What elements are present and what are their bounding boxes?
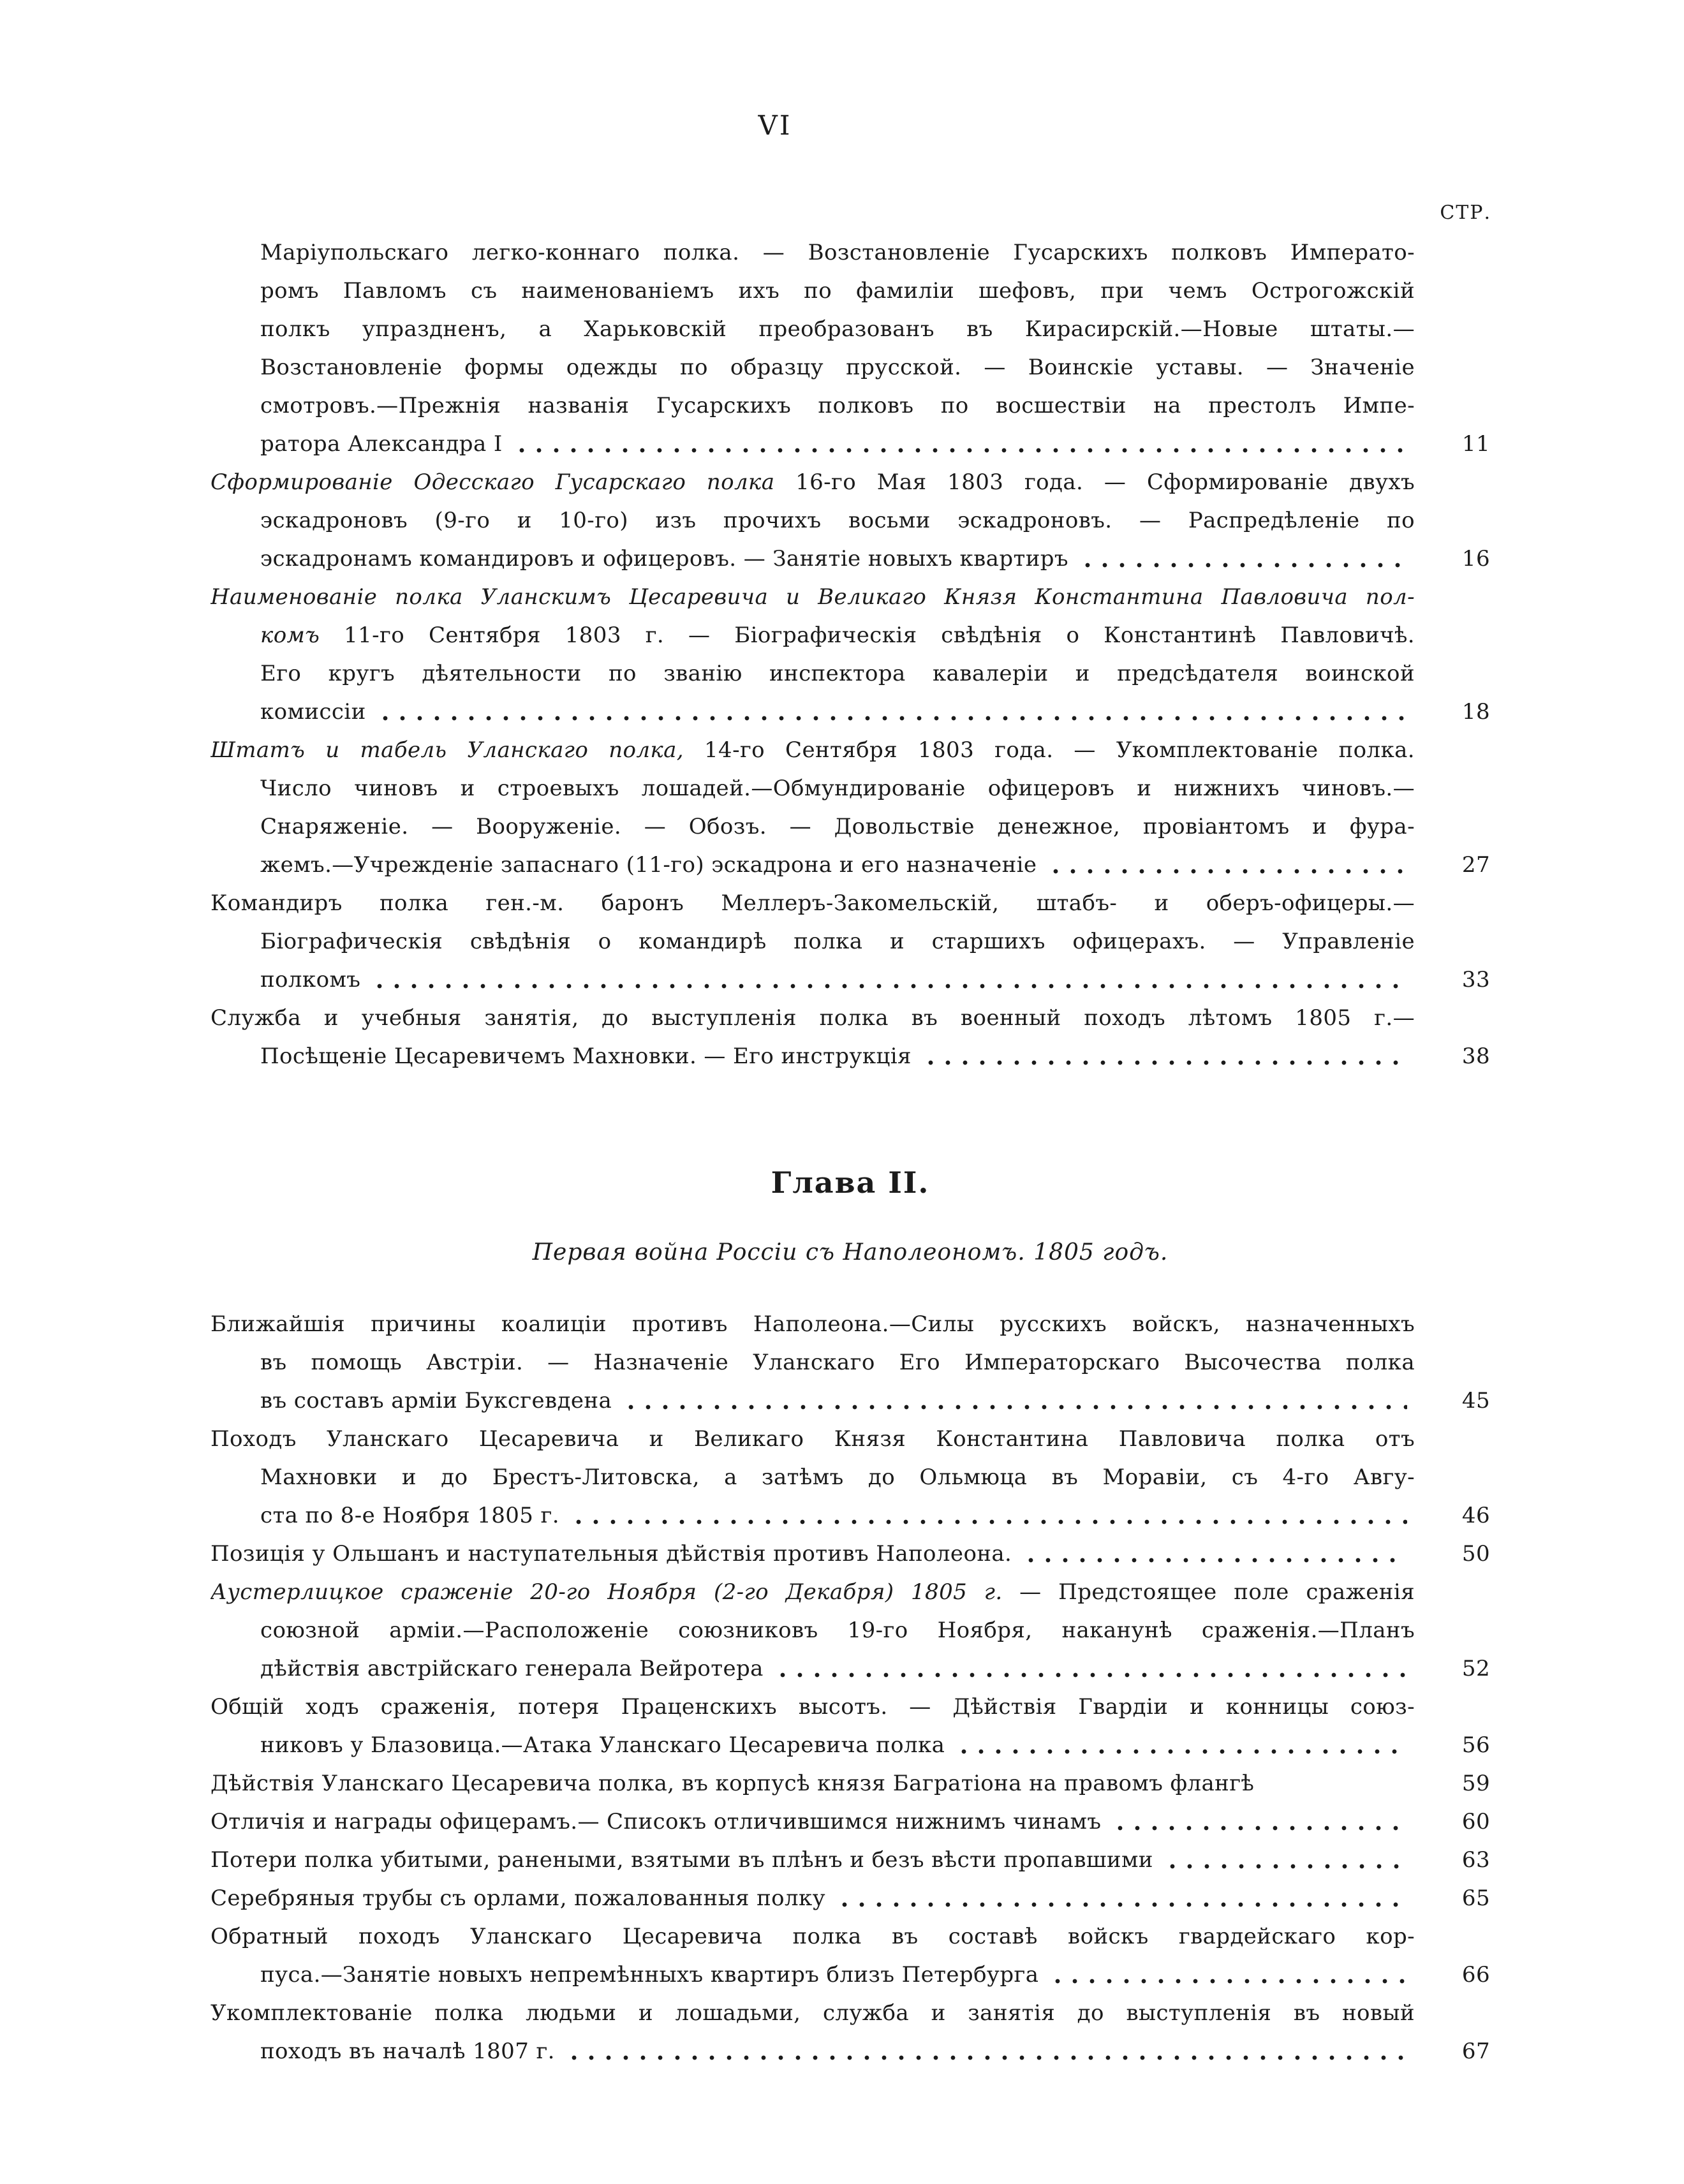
page-number: 60 [1461,1809,1490,1834]
page-number: 66 [1461,1962,1490,1988]
toc-line [211,1764,1490,1803]
dot-leader [576,1519,1407,1524]
dot-leader [383,716,1407,721]
page-number: 33 [1461,967,1490,992]
toc-line [211,463,1490,501]
toc-line [211,616,1490,654]
toc-line-text: комиссіи [260,699,366,725]
toc-line [211,1726,1490,1764]
toc-line [211,1917,1490,1956]
page-number: 18 [1461,699,1490,725]
toc-entry [211,233,1490,463]
toc-line [211,1535,1490,1573]
toc-line [211,2032,1490,2070]
toc-line-text: Командиръ полка ген.-м. баронъ Меллеръ-Закомельскій, штабъ- и оберъ-офицеры.— [211,890,1415,916]
toc-line-text: ромъ Павломъ съ наименованіемъ ихъ по фамиліи шефовъ, при чемъ Острогожскій [260,278,1415,304]
dot-leader [377,984,1407,989]
toc-entry [211,1688,1490,1764]
toc-line [211,654,1490,693]
toc-line [211,1879,1490,1917]
toc-line-text: Число чиновъ и строевыхъ лошадей.—Обмундированіе офицеровъ и нижнихъ чиновъ.— [260,776,1415,801]
toc-line [211,731,1490,769]
dot-leader [928,1060,1407,1065]
toc-line-text: Его кругъ дѣятельности по званію инспектора кавалеріи и предсѣдателя воинской [260,661,1415,686]
toc-line [211,884,1490,922]
toc-line [211,272,1490,310]
page-number: 50 [1461,1541,1490,1567]
toc-line [211,1382,1490,1420]
page-number: 65 [1461,1885,1490,1911]
toc-line [211,769,1490,808]
chapter-heading: Глава II. [771,1165,930,1200]
toc-entry [211,1420,1490,1535]
toc-line-text: Серебряныя трубы съ орлами, пожалованныя полку [211,1885,826,1911]
dot-leader [780,1672,1407,1678]
toc-line [211,501,1490,540]
dot-leader [1028,1558,1407,1563]
toc-line-text: въ составъ арміи Буксгевдена [260,1388,612,1413]
toc-line-text: никовъ у Блазовица.—Атака Уланскаго Цесаревича полка [260,1732,945,1758]
toc-line-text: походъ въ началѣ 1807 г. [260,2039,555,2064]
page-number: 63 [1461,1847,1490,1873]
toc-line-text: эскадроновъ (9-го и 10-го) изъ прочихъ восьми эскадроновъ. — Распредѣленіе по [260,508,1415,533]
page-number: 59 [1461,1771,1490,1796]
page-number: 38 [1461,1044,1490,1069]
dot-leader [1118,1826,1407,1831]
toc-line [211,1458,1490,1496]
toc-line [211,1994,1490,2032]
toc-line [211,808,1490,846]
toc-entry [211,1994,1490,2070]
dot-leader [961,1749,1407,1754]
toc-line-text: Дѣйствія Уланскаго Цесаревича полка, въ корпусѣ князя Багратіона на правомъ флангѣ [211,1771,1255,1796]
dot-leader [1085,563,1407,568]
toc-line [211,387,1490,425]
toc-line [211,922,1490,961]
toc-line-text: Посѣщеніе Цесаревичемъ Махновки. — Его инструкція [260,1044,912,1069]
toc-line-text: Позиція у Ольшанъ и наступательныя дѣйствія противъ Наполеона. [211,1541,1012,1567]
toc-line-text: полкомъ [260,967,361,992]
leader-gap [1254,1764,1429,1803]
page-number: 52 [1461,1656,1490,1681]
toc-line [211,233,1490,272]
toc-line-text: ста по 8-е Ноября 1805 г. [260,1503,559,1528]
toc-line-text: Аустерлицкое сраженіе 20-го Ноября (2-го Декабря) 1805 г. — Предстоящее поле сраженія [211,1579,1415,1605]
page-number: 45 [1461,1388,1490,1413]
dot-leader [572,2055,1407,2060]
toc-line [211,1841,1490,1879]
toc-entry [211,999,1490,1075]
toc-chapter2-entries [211,1305,1490,2070]
toc-entry [211,1879,1490,1917]
toc-line-text: смотровъ.—Прежнія названія Гусарскихъ полковъ по восшествіи на престолъ Импе- [260,393,1415,418]
toc-line [211,1956,1490,1994]
toc-chapter1-entries [211,233,1490,1075]
toc-line-text: комъ 11-го Сентября 1803 г. — Біографическія свѣдѣнія о Константинѣ Павловичѣ. [260,623,1415,648]
toc-line [211,310,1490,348]
toc-line-text: Сформированіе Одесскаго Гусарскаго полка 16-го Мая 1803 года. — Сформированіе двухъ [211,469,1415,495]
dot-leader [1170,1864,1407,1869]
toc-line [211,1611,1490,1649]
toc-line-text: ратора Александра I [260,431,503,457]
page-number: 16 [1461,546,1490,572]
toc-line [211,1343,1490,1382]
toc-line-text: Штатъ и табель Уланскаго полка, 14-го Сентября 1803 года. — Укомплектованіе полка. [211,737,1415,763]
toc-line [211,1420,1490,1458]
toc-line-text: Махновки и до Брестъ-Литовска, а затѣмъ до Ольмюца въ Моравіи, съ 4-го Авгу- [260,1465,1415,1490]
dot-leader [842,1902,1407,1907]
toc-entry [211,1305,1490,1420]
toc-line [211,1688,1490,1726]
toc-line-text: Укомплектованіе полка людьми и лошадьми, служба и занятія до выступленія въ новый [211,2000,1415,2026]
toc-line-text: Возстановленіе формы одежды по образцу прусской. — Воинскіе уставы. — Значеніе [260,355,1415,380]
table-of-contents [211,233,1490,2070]
toc-line-text: Снаряженіе. — Вооруженіе. — Обозъ. — Довольствіе денежное, провіантомъ и фура- [260,814,1415,839]
chapter-subtitle: Первая война Россіи съ Наполеономъ. 1805 годъ. [532,1239,1169,1265]
page-number-column-header: СТР. [1440,202,1491,224]
toc-line [211,1496,1490,1535]
page-number: 27 [1461,852,1490,878]
toc-line-text: Общій ходъ сраженія, потеря Праценскихъ высотъ. — Дѣйствія Гвардіи и конницы союз- [211,1694,1415,1720]
dot-leader [1055,1979,1407,1984]
toc-line-text: Ближайшія причины коалиціи противъ Наполеона.—Силы русскихъ войскъ, назначенныхъ [211,1311,1415,1337]
toc-line-text: Біографическія свѣдѣнія о командирѣ полка и старшихъ офицерахъ. — Управленіе [260,929,1415,954]
toc-entry [211,463,1490,578]
toc-line [211,961,1490,999]
toc-entry [211,1573,1490,1688]
page-folio: VI [758,110,792,141]
toc-line-text: эскадронамъ командировъ и офицеровъ. — Занятіе новыхъ квартиръ [260,546,1068,572]
toc-line-text: дѣйствія австрійскаго генерала Вейротера [260,1656,764,1681]
toc-entry [211,1803,1490,1841]
toc-line-text: пуса.—Занятіе новыхъ непремѣнныхъ квартиръ близъ Петербурга [260,1962,1039,1988]
page-number: 56 [1461,1732,1490,1758]
toc-line-text: Служба и учебныя занятія, до выступленія полка въ военный походъ лѣтомъ 1805 г.— [211,1005,1415,1031]
toc-line [211,1573,1490,1611]
toc-entry [211,1841,1490,1879]
dot-leader [519,448,1407,453]
toc-entry [211,884,1490,999]
dot-leader [628,1405,1407,1410]
toc-entry [211,1764,1490,1803]
toc-line [211,1803,1490,1841]
toc-line-text: союзной арміи.—Расположеніе союзниковъ 19-го Ноября, наканунѣ сраженія.—Планъ [260,1618,1415,1643]
page-number: 11 [1461,431,1490,457]
toc-line [211,578,1490,616]
toc-line-text: Отличія и награды офицерамъ.— Списокъ отличившимся нижнимъ чинамъ [211,1809,1102,1834]
toc-line [211,348,1490,387]
toc-entry [211,578,1490,731]
toc-line [211,425,1490,463]
toc-line [211,693,1490,731]
toc-line [211,540,1490,578]
toc-line [211,1305,1490,1343]
toc-line-text: Походъ Уланскаго Цесаревича и Великаго Князя Константина Павловича полка отъ [211,1426,1415,1452]
toc-entry [211,731,1490,884]
toc-line [211,1649,1490,1688]
toc-line [211,1037,1490,1075]
toc-line-text: Потери полка убитыми, ранеными, взятыми въ плѣнъ и безъ вѣсти пропавшими [211,1847,1153,1873]
toc-line-text: Наименованіе полка Уланскимъ Цесаревича и Великаго Князя Константина Павловича пол- [211,584,1415,610]
page-number: 67 [1461,2039,1490,2064]
toc-line [211,999,1490,1037]
toc-line [211,846,1490,884]
toc-line-text: жемъ.—Учрежденіе запаснаго (11-го) эскадрона и его назначеніе [260,852,1037,878]
toc-entry [211,1535,1490,1573]
toc-line-text: Обратный походъ Уланскаго Цесаревича полка въ составѣ войскъ гвардейскаго кор- [211,1924,1415,1949]
page-number: 46 [1461,1503,1490,1528]
toc-line-text: Маріупольскаго легко-коннаго полка. — Возстановленіе Гусарскихъ полковъ Императо- [260,240,1415,265]
toc-line-text: въ помощь Австріи. — Назначеніе Уланскаго Его Императорскаго Высочества полка [260,1350,1415,1375]
toc-line-text: полкъ упраздненъ, а Харьковскій преобразованъ въ Кирасирскій.—Новые штаты.— [260,316,1415,342]
toc-entry [211,1917,1490,1994]
dot-leader [1053,869,1407,874]
